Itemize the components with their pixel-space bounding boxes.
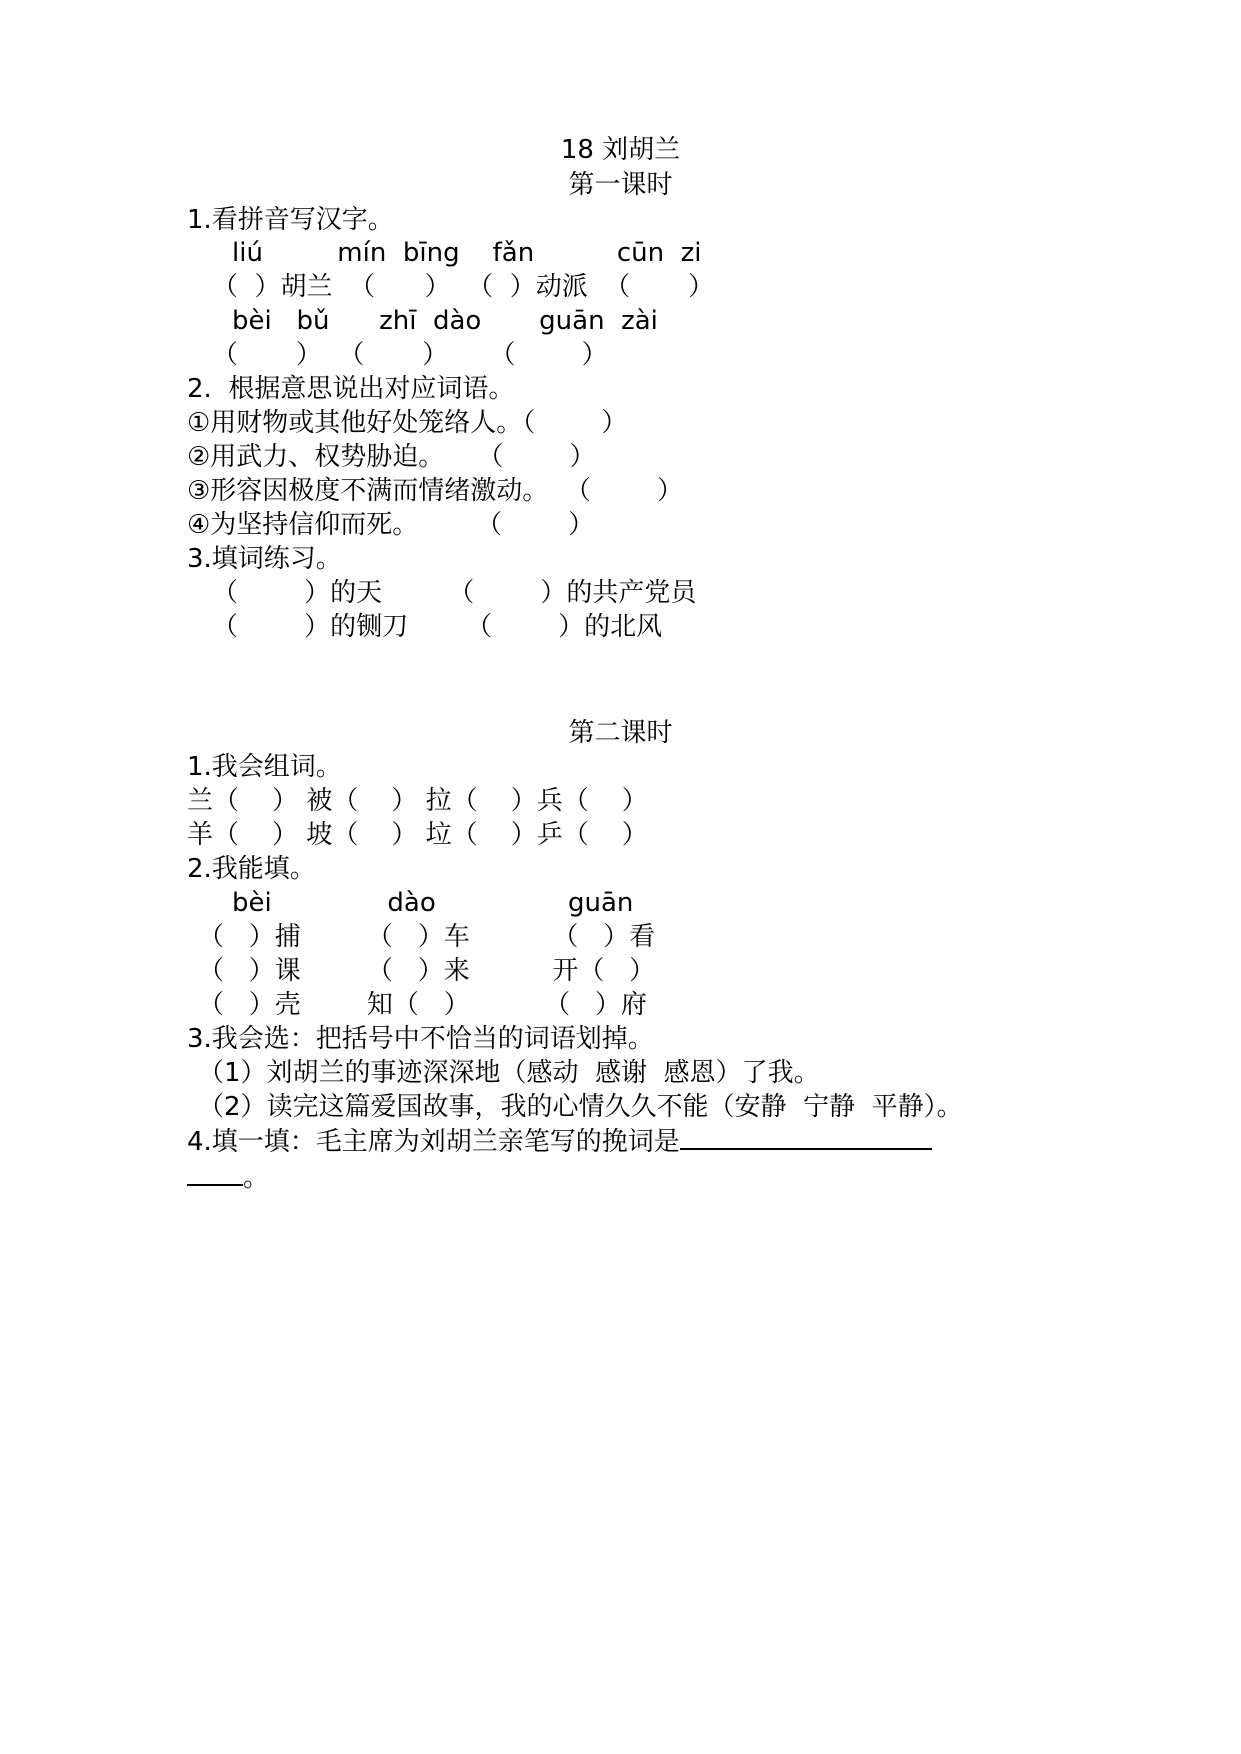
answer-blank-line bbox=[187, 1160, 243, 1186]
page-title: 18 刘胡兰 bbox=[560, 135, 681, 165]
lesson2-q2-label: 2.我能填。 bbox=[187, 854, 316, 884]
lesson2-q4-end: 。 bbox=[243, 1163, 270, 1193]
lesson1-q2-label: 2. 根据意思说出对应词语。 bbox=[187, 374, 515, 404]
answer-blank-line bbox=[680, 1124, 932, 1150]
lesson1-q2-item: ②用武力、权势胁迫。 （ ） bbox=[187, 442, 596, 472]
lesson2-q4-line-cont bbox=[187, 1160, 269, 1195]
lesson2-q2-row: （ ）壳 知（ ） （ ）府 bbox=[198, 990, 647, 1020]
lesson2-q3-item: （2）读完这篇爱国故事，我的心情久久不能（安静 宁静 平静）。 bbox=[198, 1092, 963, 1122]
lesson1-q1-pinyin-row1: liú mín bīng fǎn cūn zi bbox=[232, 238, 702, 268]
lesson1-q1-blank-row1: （ ）胡兰 （ ） （ ）动派 （ ） bbox=[212, 272, 715, 302]
lesson1-q1-blank-row2: （ ） （ ） （ ） bbox=[212, 340, 608, 370]
lesson2-q1-row: 羊（ ） 坡（ ） 垃（ ）乒（ ） bbox=[187, 820, 648, 850]
lesson1-q1-label: 1.看拼音写汉字。 bbox=[187, 205, 394, 235]
lesson1-q3-label: 3.填词练习。 bbox=[187, 544, 342, 574]
lesson1-q3-row: （ ）的铡刀 （ ）的北风 bbox=[212, 612, 663, 642]
lesson1-q2-item: ④为坚持信仰而死。 （ ） bbox=[187, 510, 595, 540]
lesson1-q3-row: （ ）的天 （ ）的共产党员 bbox=[212, 578, 697, 608]
lesson2-q1-row: 兰（ ） 被（ ） 拉（ ）兵（ ） bbox=[187, 786, 648, 816]
lesson2-q2-row: （ ）课 （ ）来 开（ ） bbox=[198, 956, 656, 986]
lesson2-q2-row: （ ）捕 （ ）车 （ ）看 bbox=[198, 922, 656, 952]
lesson2-q1-label: 1.我会组词。 bbox=[187, 752, 342, 782]
lesson2-q4-line bbox=[187, 1124, 932, 1159]
lesson2-q3-label: 3.我会选：把括号中不恰当的词语划掉。 bbox=[187, 1024, 654, 1054]
lesson2-q2-pinyin: bèi dào guān bbox=[232, 888, 634, 918]
lesson1-heading: 第一课时 bbox=[568, 170, 673, 200]
lesson1-q2-item: ③形容因极度不满而情绪激动。 （ ） bbox=[187, 476, 683, 506]
lesson1-q1-pinyin-row2: bèi bǔ zhī dào guān zài bbox=[232, 306, 658, 336]
lesson2-heading: 第二课时 bbox=[568, 718, 673, 748]
lesson2-q3-item: （1）刘胡兰的事迹深深地（感动 感谢 感恩）了我。 bbox=[198, 1058, 820, 1088]
lesson2-q4-text: 4.填一填：毛主席为刘胡兰亲笔写的挽词是 bbox=[187, 1127, 680, 1157]
lesson1-q2-item: ①用财物或其他好处笼络人。（ ） bbox=[187, 408, 628, 438]
